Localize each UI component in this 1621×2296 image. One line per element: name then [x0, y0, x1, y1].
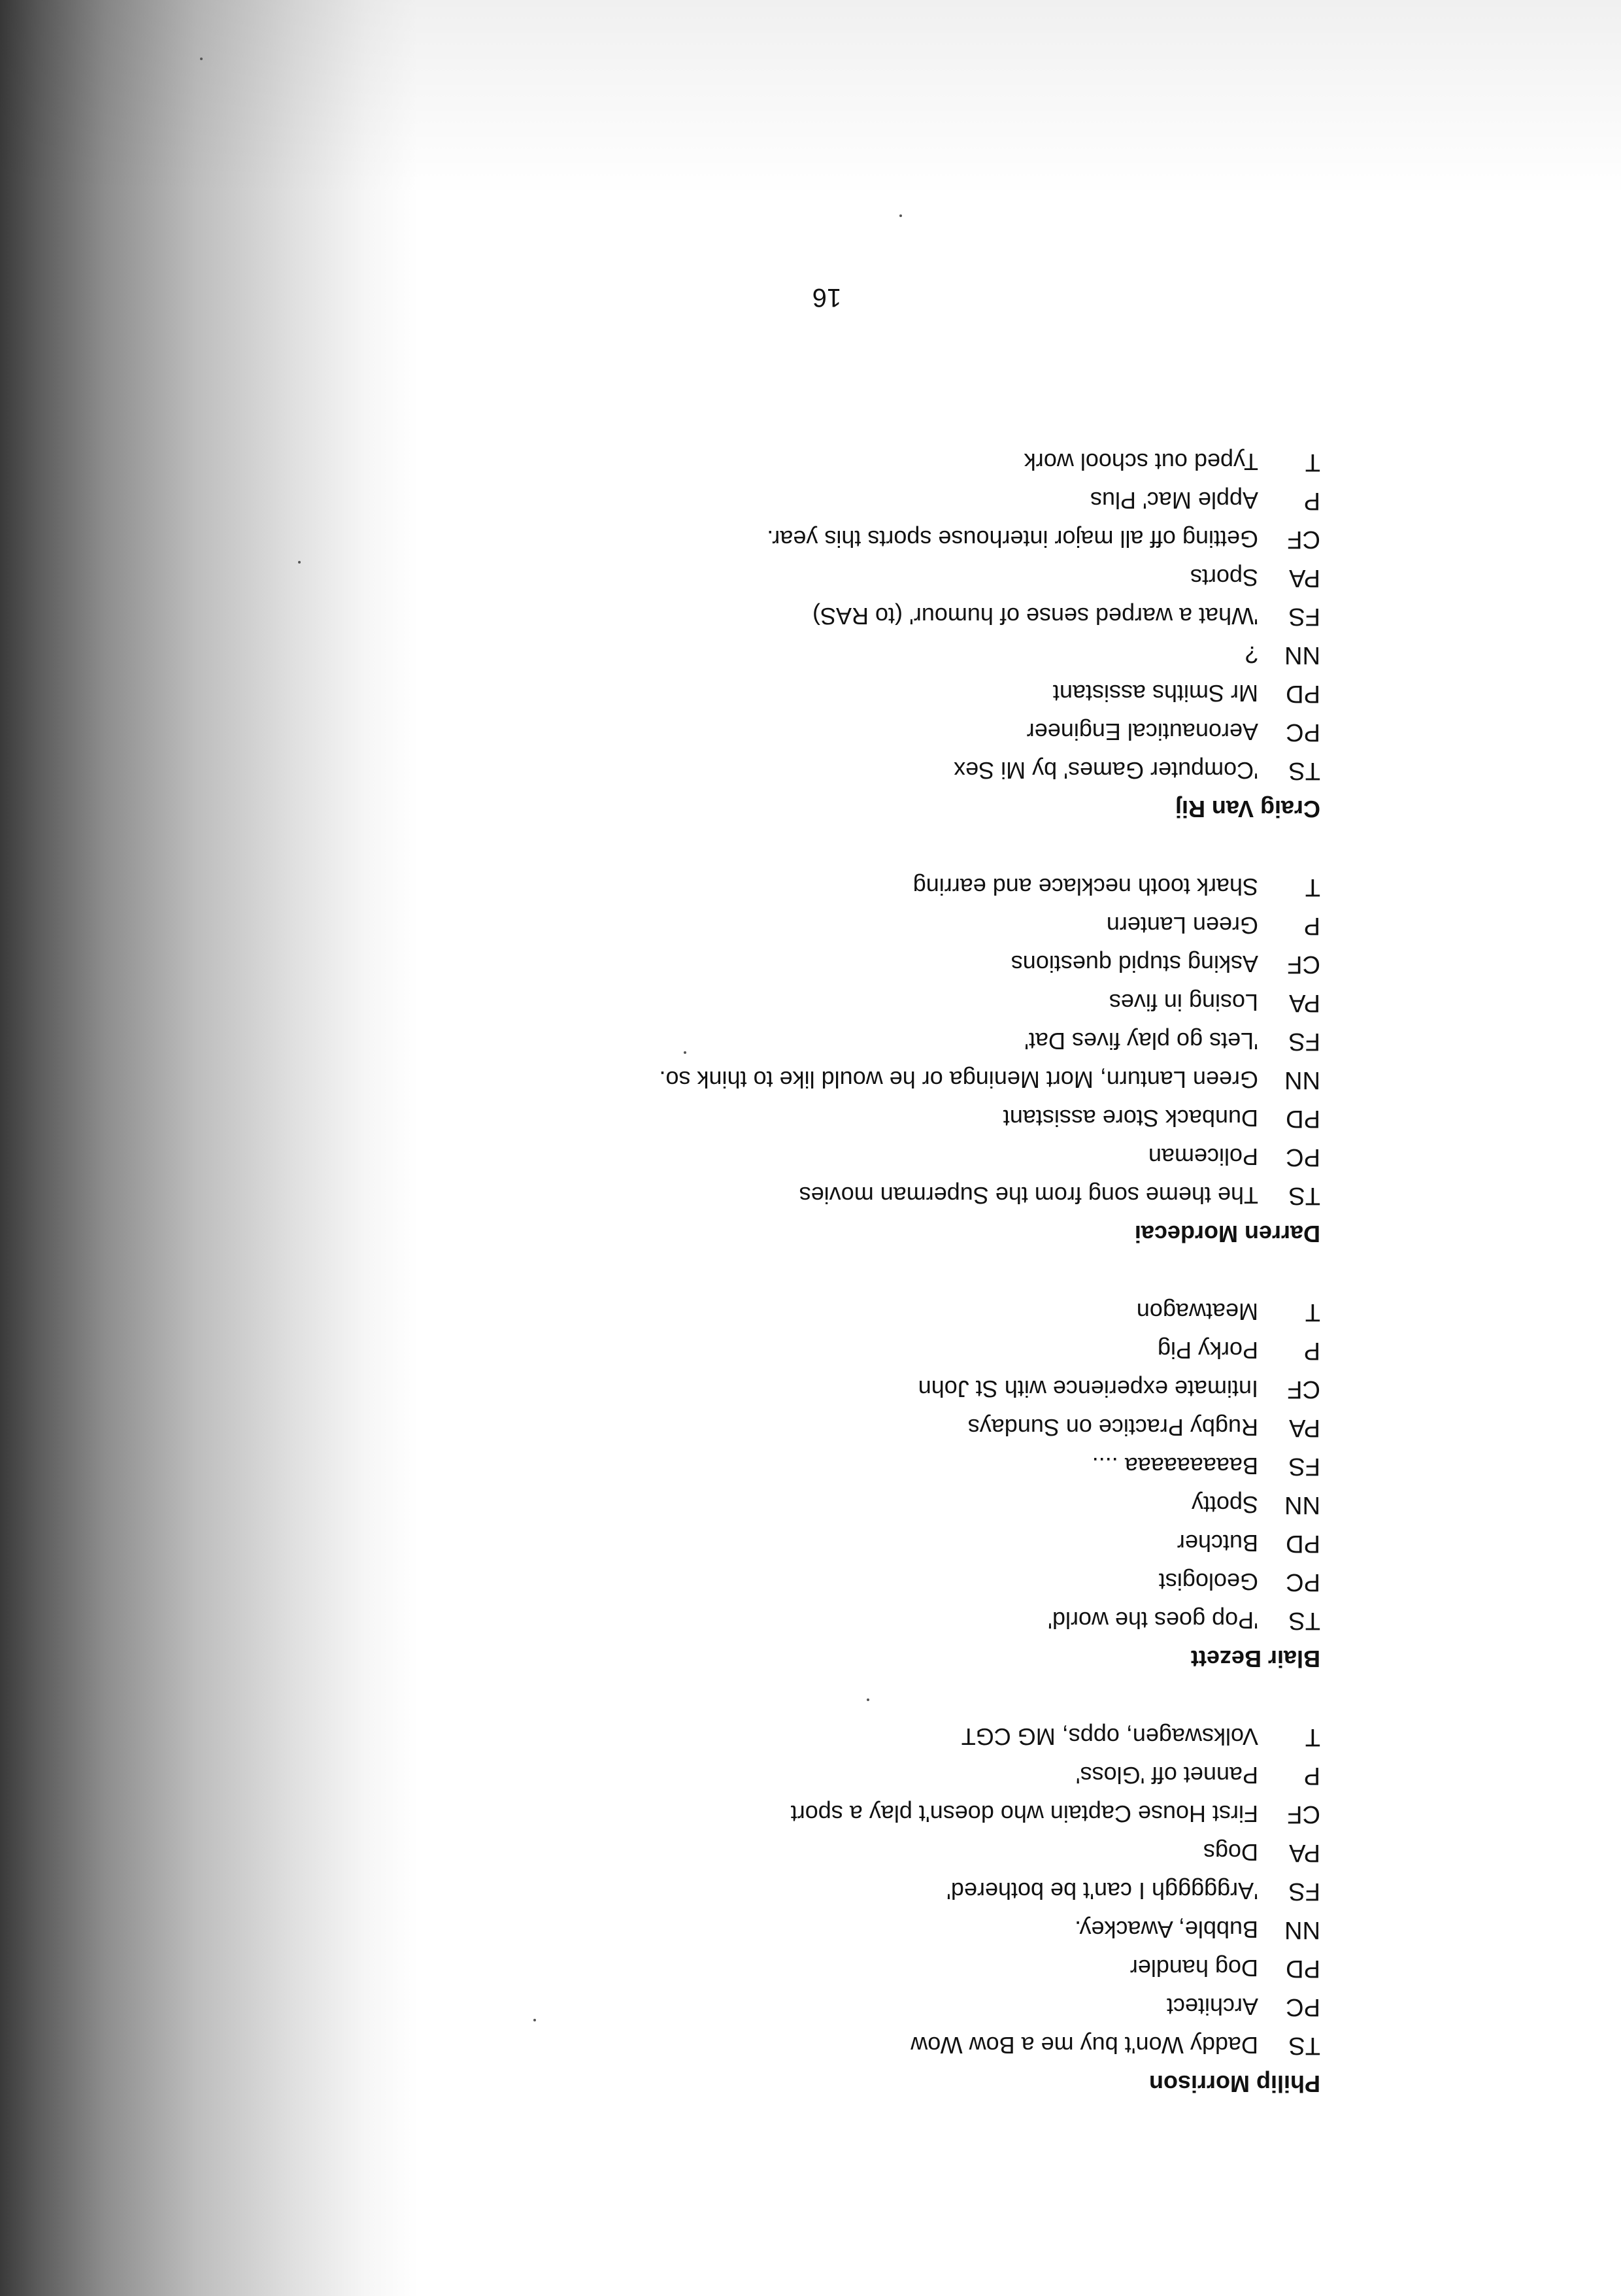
entry — [314, 1717, 1320, 2103]
entry-row — [314, 1060, 1320, 1099]
field-code: PD — [1286, 1105, 1320, 1132]
entry-row — [314, 1408, 1320, 1447]
entry-row — [314, 2026, 1320, 2065]
field-value: 'What a warped sense of humour' (to RAS) — [812, 603, 1258, 630]
field-value: Sports — [1190, 564, 1258, 591]
entry-row — [314, 635, 1320, 674]
field-code: TS — [1288, 1182, 1320, 1209]
entry-row — [314, 1138, 1320, 1176]
field-value: Meatwagon — [1136, 1298, 1258, 1325]
entry-row — [314, 1022, 1320, 1060]
field-code: P — [1303, 1337, 1320, 1364]
field-code: PA — [1289, 1839, 1320, 1866]
field-code: PD — [1286, 680, 1320, 707]
field-value: Daddy Won't buy me a Bow Wow — [911, 2032, 1258, 2059]
field-value: Butcher — [1177, 1530, 1258, 1557]
field-code: CF — [1287, 1800, 1320, 1828]
field-value: Geologist — [1158, 1568, 1258, 1595]
person-name: Blair Bezett — [1190, 1646, 1320, 1672]
entry-row — [314, 481, 1320, 520]
document-content — [314, 443, 1320, 2103]
scan-speck — [684, 1051, 686, 1054]
field-value: 'Pop goes the world' — [1048, 1607, 1258, 1634]
entry-row — [314, 1601, 1320, 1640]
field-value: Mr Smiths assistant — [1052, 680, 1258, 707]
field-code: TS — [1288, 2032, 1320, 2059]
field-code: TS — [1288, 757, 1320, 785]
field-value: ? — [1245, 641, 1258, 668]
field-value: The theme song from the Superman movies — [799, 1182, 1258, 1209]
scan-speck — [200, 58, 203, 60]
field-code: NN — [1284, 1491, 1320, 1519]
field-code: T — [1305, 448, 1320, 476]
field-code: T — [1305, 1723, 1320, 1751]
field-code: PD — [1286, 1955, 1320, 1982]
field-value: Pannet off 'Gloss' — [1075, 1762, 1258, 1789]
entry-row — [314, 1562, 1320, 1601]
field-value: Bubble, Awackey. — [1075, 1916, 1258, 1943]
entry-row — [314, 674, 1320, 713]
field-value: Dog handler — [1129, 1955, 1258, 1982]
scan-speck — [533, 2019, 536, 2021]
field-code: CF — [1287, 526, 1320, 553]
field-value: Apple Mac' Plus — [1090, 487, 1258, 514]
field-value: Dogs — [1203, 1839, 1258, 1866]
field-code: T — [1305, 1298, 1320, 1326]
entry-row — [314, 1447, 1320, 1485]
field-value: Rugby Practice on Sundays — [967, 1414, 1258, 1441]
entry-row — [314, 983, 1320, 1022]
field-code: PC — [1286, 1993, 1320, 2021]
field-code: PC — [1286, 718, 1320, 746]
field-code: PC — [1286, 1568, 1320, 1596]
entry-row — [314, 945, 1320, 983]
field-code: PD — [1286, 1530, 1320, 1557]
entry-row — [314, 1872, 1320, 1910]
field-code: P — [1303, 1762, 1320, 1789]
field-code: NN — [1284, 1916, 1320, 1944]
field-code: FS — [1288, 603, 1320, 630]
field-value: First House Captain who doesn't play a sport — [790, 1800, 1258, 1827]
entry-row — [314, 597, 1320, 635]
person-name: Philip Morrison — [1148, 2070, 1320, 2097]
field-code: TS — [1288, 1607, 1320, 1634]
field-code: FS — [1288, 1878, 1320, 1905]
field-value: Getting off all major interhouse sports this year. — [767, 526, 1258, 552]
entry-row — [314, 1524, 1320, 1562]
field-value: Intimate experience with St John — [918, 1376, 1258, 1402]
entry-row — [314, 713, 1320, 751]
entry-row — [314, 1370, 1320, 1408]
field-value: Typed out school work — [1024, 448, 1258, 475]
field-value: Dunback Store assistant — [1003, 1105, 1258, 1132]
field-value: Baaaaaaaaa .... — [1092, 1453, 1258, 1479]
field-value: 'Lets go play fives Dat' — [1024, 1028, 1258, 1055]
field-value: Shark tooth necklace and earring — [912, 873, 1258, 900]
page-number: 16 — [812, 283, 842, 312]
entry-row — [314, 1756, 1320, 1795]
entry-row — [314, 751, 1320, 790]
field-code: PC — [1286, 1143, 1320, 1171]
field-code: NN — [1284, 1066, 1320, 1094]
field-value: Volkswagen, opps, MG CGT — [961, 1723, 1258, 1750]
field-value: Porky Pig — [1157, 1337, 1258, 1364]
field-value: Green Lanturn, Mort Meninga or he would like to think so. — [659, 1066, 1258, 1093]
field-value: Losing in fives — [1109, 989, 1258, 1016]
field-value: Architect — [1166, 1993, 1258, 2020]
entry-row — [314, 1910, 1320, 1949]
entry — [314, 1292, 1320, 1678]
entry — [314, 443, 1320, 828]
field-code: FS — [1288, 1028, 1320, 1055]
entry-row — [314, 443, 1320, 481]
field-code: CF — [1287, 951, 1320, 978]
field-value: Aeronautical Engineer — [1026, 718, 1258, 745]
entry-row — [314, 520, 1320, 558]
field-code: PA — [1289, 1414, 1320, 1442]
field-value: Policeman — [1148, 1143, 1258, 1170]
field-value: Green Lantern — [1106, 912, 1258, 939]
entry-row — [314, 1833, 1320, 1872]
entry-row — [314, 1987, 1320, 2026]
field-code: T — [1305, 873, 1320, 901]
entry-row — [314, 1099, 1320, 1138]
entry-row — [314, 1485, 1320, 1524]
scan-speck — [298, 561, 301, 564]
entry-row — [314, 1331, 1320, 1370]
entry — [314, 868, 1320, 1253]
entry-row — [314, 558, 1320, 597]
field-code: FS — [1288, 1453, 1320, 1480]
field-code: P — [1303, 912, 1320, 939]
person-name: Craig Van Rij — [1175, 796, 1320, 822]
field-code: CF — [1287, 1376, 1320, 1403]
scan-speck — [899, 214, 902, 217]
field-code: PA — [1289, 564, 1320, 592]
entry-row — [314, 906, 1320, 945]
scan-speck — [867, 1698, 869, 1701]
field-code: P — [1303, 487, 1320, 515]
field-code: NN — [1284, 641, 1320, 669]
entry-row — [314, 1292, 1320, 1331]
field-code: PA — [1289, 989, 1320, 1017]
entry-row — [314, 1949, 1320, 1987]
field-value: 'Argggggh I can't be bothered' — [946, 1878, 1258, 1904]
field-value: Asking stupid questions — [1011, 951, 1258, 977]
entry-row — [314, 1795, 1320, 1833]
entry-row — [314, 1717, 1320, 1756]
field-value: 'Computer Games' by Mi Sex — [954, 757, 1258, 784]
person-name: Darren Mordecai — [1134, 1221, 1320, 1247]
entry-row — [314, 868, 1320, 906]
entry-row — [314, 1176, 1320, 1215]
field-value: Spotty — [1191, 1491, 1258, 1518]
